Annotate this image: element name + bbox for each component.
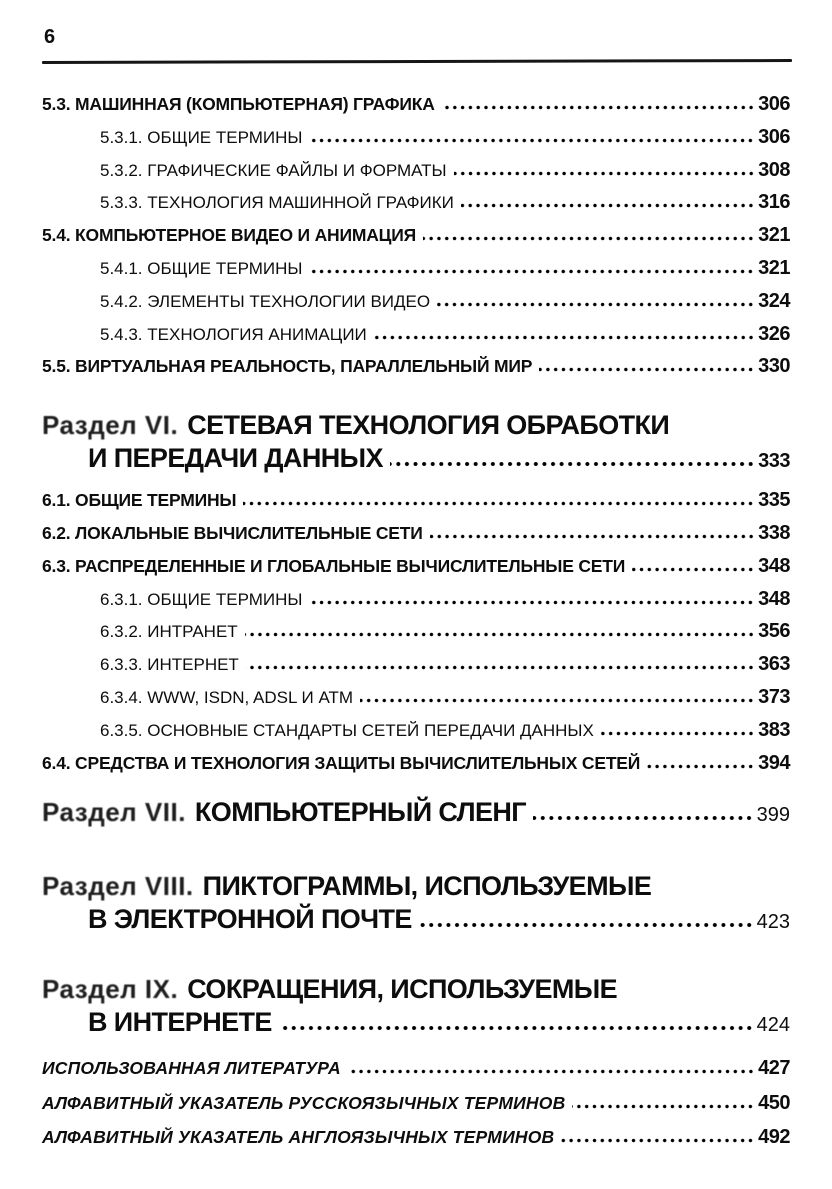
dot-leader — [572, 1104, 756, 1109]
toc-entry — [42, 285, 790, 318]
page-number: 6 — [44, 26, 56, 48]
toc-entry-label: 5.3.3. ТЕХНОЛОГИЯ МАШИННОЙ ГРАФИКИ — [100, 193, 454, 213]
toc-entry-label: 5.3. МАШИННАЯ (КОМПЬЮТЕРНАЯ) ГРАФИКА — [42, 94, 435, 114]
toc-entry-label: АЛФАВИТНЫЙ УКАЗАТЕЛЬ РУССКОЯЗЫЧНЫХ ТЕРМИНОВ — [42, 1092, 566, 1113]
section-heading — [42, 796, 790, 832]
page-ref: 324 — [758, 289, 790, 312]
section-title: СОКРАЩЕНИЯ, ИСПОЛЬЗУЕМЫЕ — [187, 974, 618, 1005]
section-title: КОМПЬЮТЕРНЫЙ СЛЕНГ — [194, 797, 527, 828]
toc-entry-label: 6.2. ЛОКАЛЬНЫЕ ВЫЧИСЛИТЕЛЬНЫЕ СЕТИ — [42, 522, 423, 543]
section-title-continuation: В ИНТЕРНЕТЕ — [88, 1007, 272, 1038]
dot-leader — [419, 922, 755, 928]
dot-leader — [461, 203, 756, 208]
section-heading — [42, 870, 790, 939]
section-heading — [42, 973, 790, 1042]
page-ref: 321 — [758, 224, 790, 247]
section-prefix: Раздел IX. — [42, 974, 179, 1005]
toc-entry — [42, 186, 790, 219]
section-title: ПИКТОГРАММЫ, ИСПОЛЬЗУЕМЫЕ — [202, 871, 652, 902]
dot-leader — [309, 269, 756, 274]
section-heading-line — [42, 903, 790, 939]
toc-entry-label: 6.3.4. WWW, ISDN, ADSL И ATM — [100, 687, 354, 707]
toc-entry — [42, 1086, 790, 1121]
page-ref: 492 — [758, 1126, 790, 1149]
dot-leader — [647, 764, 756, 769]
section-heading-line — [42, 870, 790, 903]
toc-entry — [42, 550, 790, 583]
section-heading — [42, 409, 790, 478]
page-ref: 450 — [758, 1091, 790, 1114]
toc-entry-label: 6.4. СРЕДСТВА И ТЕХНОЛОГИЯ ЗАЩИТЫ ВЫЧИСЛИТЕЛЬНЫХ СЕТЕЙ — [42, 752, 641, 773]
section-heading-line — [42, 796, 790, 832]
toc-entry — [42, 615, 790, 648]
section-prefix: Раздел VII. — [42, 797, 186, 828]
dot-leader — [279, 1025, 755, 1031]
page-ref: 424 — [756, 1014, 790, 1037]
dot-leader — [309, 600, 756, 605]
dot-leader — [246, 665, 756, 670]
dot-leader — [454, 171, 757, 176]
page-ref: 333 — [758, 450, 790, 473]
page-ref: 326 — [758, 322, 790, 345]
toc-entry — [42, 517, 790, 550]
section-heading-line — [42, 973, 790, 1006]
dot-leader — [390, 461, 756, 467]
toc-entry — [42, 88, 790, 121]
dot-leader — [245, 632, 756, 637]
toc-entry — [42, 318, 790, 351]
section-title-continuation: И ПЕРЕДАЧИ ДАННЫХ — [88, 443, 383, 474]
page-ref: 383 — [758, 718, 790, 741]
toc-entry — [42, 1051, 790, 1086]
page-ref: 348 — [758, 554, 790, 577]
page-ref: 427 — [758, 1057, 790, 1080]
page-ref: 399 — [756, 804, 790, 827]
toc-entry-label: 5.4.1. ОБЩИЕ ТЕРМИНЫ — [100, 258, 303, 278]
toc-entry — [42, 714, 790, 747]
toc-entry-label: 5.4. КОМПЬЮТЕРНОЕ ВИДЕО И АНИМАЦИЯ — [42, 225, 416, 246]
section-heading-line — [42, 409, 790, 442]
dot-leader — [430, 534, 756, 539]
toc-entry — [42, 219, 790, 252]
toc-entry — [42, 154, 790, 187]
toc-entry-label: 6.3. РАСПРЕДЕЛЕННЫЕ И ГЛОБАЛЬНЫЕ ВЫЧИСЛИТЕЛЬНЫЕ СЕТИ — [42, 555, 626, 576]
toc-entry — [42, 121, 790, 154]
toc-entry — [42, 648, 790, 681]
dot-leader — [374, 335, 756, 340]
page-ref: 330 — [758, 355, 790, 378]
toc-entry — [42, 681, 790, 714]
toc-entry-label: 5.4.2. ЭЛЕМЕНТЫ ТЕХНОЛОГИИ ВИДЕО — [100, 291, 431, 311]
toc-entry — [42, 484, 790, 517]
toc-entry-label: 6.1. ОБЩИЕ ТЕРМИНЫ — [42, 490, 237, 511]
toc-entry — [42, 252, 790, 285]
dot-leader — [632, 567, 756, 572]
dot-leader — [442, 105, 756, 110]
dot-leader — [539, 367, 756, 372]
page-ref: 373 — [758, 685, 790, 708]
toc-entry — [42, 747, 790, 780]
toc-entry-label: 5.5. ВИРТУАЛЬНАЯ РЕАЛЬНОСТЬ, ПАРАЛЛЕЛЬНЫЙ МИР — [42, 356, 533, 377]
page-ref: 348 — [758, 587, 790, 610]
header-rule — [42, 59, 792, 64]
page-ref: 423 — [756, 911, 790, 934]
page-ref: 306 — [758, 125, 790, 148]
section-title: СЕТЕВАЯ ТЕХНОЛОГИЯ ОБРАБОТКИ — [187, 410, 670, 441]
page-ref: 308 — [758, 158, 790, 181]
dot-leader — [601, 731, 756, 736]
toc-entry — [42, 583, 790, 616]
dot-leader — [348, 1069, 756, 1074]
dot-leader — [423, 236, 756, 241]
page-ref: 321 — [758, 256, 790, 279]
section-prefix: Раздел VIII. — [42, 871, 194, 902]
page-ref: 394 — [758, 751, 790, 774]
section-title-continuation: В ЭЛЕКТРОННОЙ ПОЧТЕ — [88, 904, 412, 935]
page-ref: 316 — [758, 191, 790, 214]
toc-entry-label: 6.3.5. ОСНОВНЫЕ СТАНДАРТЫ СЕТЕЙ ПЕРЕДАЧИ ДАННЫХ — [100, 720, 594, 740]
page-ref: 356 — [758, 620, 790, 643]
toc-entry-label: 6.3.3. ИНТЕРНЕТ — [100, 655, 239, 675]
toc-entry-label: 6.3.1. ОБЩИЕ ТЕРМИНЫ — [100, 589, 303, 609]
page-ref: 338 — [758, 521, 790, 544]
page-ref: 363 — [758, 653, 790, 676]
toc-entry-label: 6.3.2. ИНТРАНЕТ — [100, 622, 238, 642]
dot-leader — [360, 698, 756, 703]
toc-entry-label: 5.4.3. ТЕХНОЛОГИЯ АНИМАЦИИ — [100, 324, 367, 344]
toc-entry-label: ИСПОЛЬЗОВАННАЯ ЛИТЕРАТУРА — [42, 1058, 341, 1079]
dot-leader — [243, 501, 756, 506]
toc-entry-label: АЛФАВИТНЫЙ УКАЗАТЕЛЬ АНГЛОЯЗЫЧНЫХ ТЕРМИНОВ — [42, 1127, 555, 1148]
toc-entry — [42, 1120, 790, 1155]
section-prefix: Раздел VI. — [42, 410, 179, 441]
section-heading-line — [42, 442, 790, 478]
dot-leader — [533, 815, 755, 821]
dot-leader — [437, 302, 756, 307]
toc-entry-label: 5.3.2. ГРАФИЧЕСКИЕ ФАЙЛЫ И ФОРМАТЫ — [100, 160, 447, 180]
toc-entry — [42, 350, 790, 383]
dot-leader — [561, 1138, 756, 1143]
toc — [42, 88, 790, 1155]
page-ref: 306 — [758, 93, 790, 115]
dot-leader — [309, 138, 756, 143]
section-heading-line — [42, 1006, 790, 1042]
toc-entry-label: 5.3.1. ОБЩИЕ ТЕРМИНЫ — [100, 127, 303, 147]
page-ref: 335 — [758, 489, 790, 512]
